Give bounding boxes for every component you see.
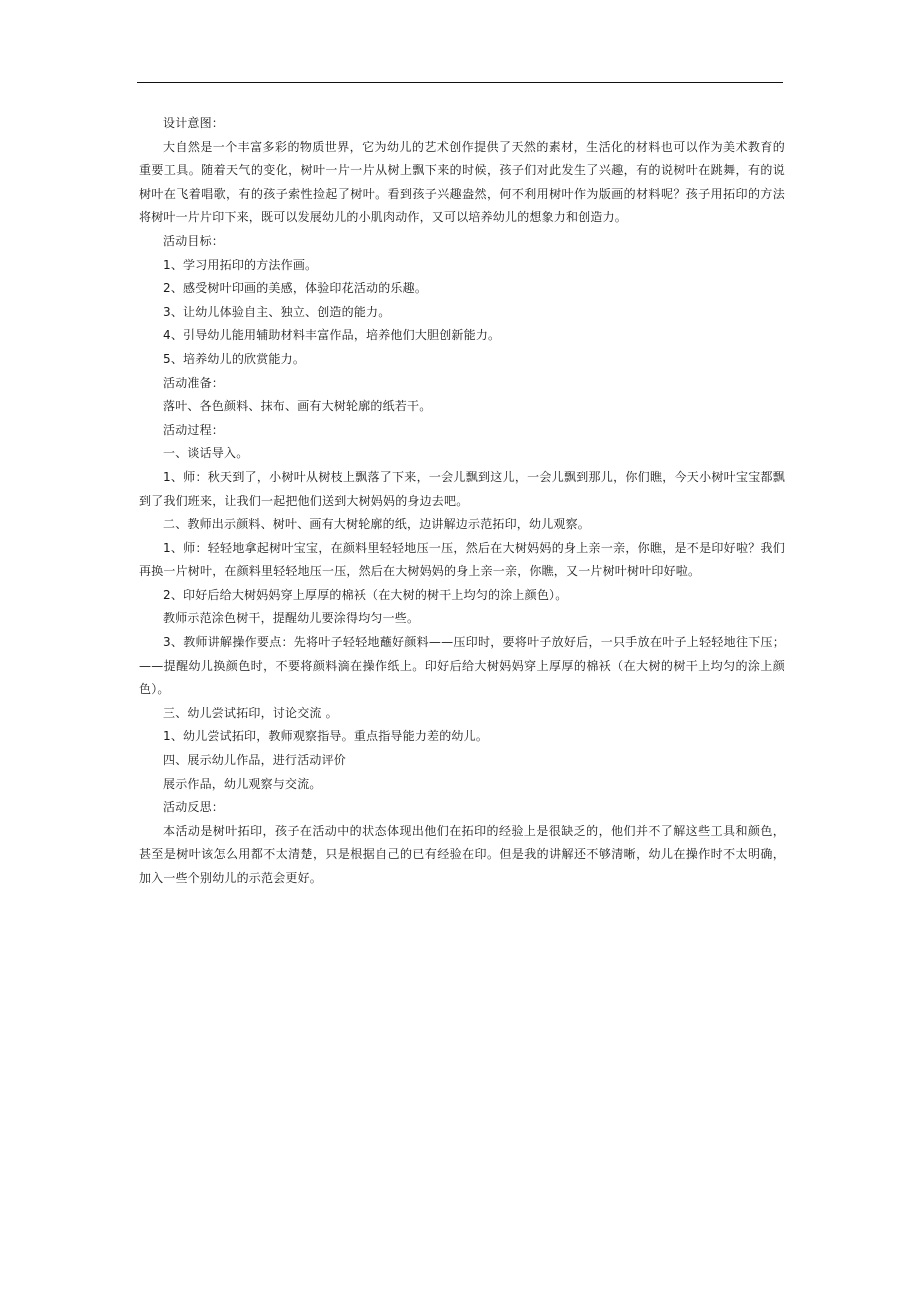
paragraph-design-intent: 大自然是一个丰富多彩的物质世界，它为幼儿的艺术创作提供了天然的素材，生活化的材料也可以作为美术教育的重要工具。随着天气的变化，树叶一片一片从树上飘下来的时候，孩子们对此发生了兴趣，有的说树叶在跳舞，有的说树叶在飞着唱歌，有的孩子索性捡起了树叶。看到孩子兴趣盎然，何不利用树叶作为版画的材料呢？孩子用拓印的方法将树叶一片片印下来，既可以发展幼儿的小肌肉动作，又可以培养幼儿的想象力和创造力。 bbox=[139, 139, 785, 225]
process-note: 教师示范涂色树干，提醒幼儿要涂得均匀一些。 bbox=[163, 611, 420, 626]
goal-item-3: 3、让幼儿体验自主、独立、创造的能力。 bbox=[163, 304, 391, 319]
process-note: 展示作品，幼儿观察与交流。 bbox=[163, 776, 322, 791]
process-section-3: 三、幼儿尝试拓印，讨论交流 。 bbox=[163, 705, 338, 720]
header-rule bbox=[137, 82, 783, 83]
goal-item-2: 2、感受树叶印画的美感，体验印花活动的乐趣。 bbox=[163, 281, 428, 296]
paragraph-reflection: 本活动是树叶拓印，孩子在活动中的状态体现出他们在拓印的经验上是很缺乏的，他们并不了解这些工具和颜色，甚至是树叶该怎么用都不太清楚，只是根据自己的已有经验在印。但是我的讲解还不够清晰，幼儿在操作时不太明确，加入一些个别幼儿的示范会更好。 bbox=[139, 823, 785, 885]
heading-activity-process: 活动过程： bbox=[163, 422, 225, 437]
heading-activity-goals: 活动目标： bbox=[163, 233, 225, 248]
heading-reflection: 活动反思： bbox=[163, 800, 225, 815]
goal-item-5: 5、培养幼儿的欣赏能力。 bbox=[163, 351, 306, 366]
goal-item-1: 1、学习用拓印的方法作画。 bbox=[163, 257, 318, 272]
process-section-2: 二、教师出示颜料、树叶、画有大树轮廓的纸，边讲解边示范拓印，幼儿观察。 bbox=[163, 517, 591, 532]
process-section-4: 四、展示幼儿作品，进行活动评价 bbox=[163, 753, 347, 768]
document-body bbox=[139, 112, 785, 891]
heading-activity-prep: 活动准备： bbox=[163, 375, 225, 390]
process-step: 2、印好后给大树妈妈穿上厚厚的棉袄（在大树的树干上均匀的涂上颜色）。 bbox=[163, 587, 568, 602]
process-step: 1、师：轻轻地拿起树叶宝宝，在颜料里轻轻地压一压，然后在大树妈妈的身上亲一亲，你瞧，是不是印好啦？我们再换一片树叶，在颜料里轻轻地压一压，然后在大树妈妈的身上亲一亲，你瞧，又一片树叶树叶印好啦。 bbox=[139, 540, 785, 579]
heading-design-intent: 设计意图： bbox=[163, 116, 225, 130]
process-step: 1、师：秋天到了，小树叶从树枝上飘落了下来，一会儿飘到这儿，一会儿飘到那儿，你们瞧，今天小树叶宝宝都飘到了我们班来，让我们一起把他们送到大树妈妈的身边去吧。 bbox=[139, 469, 785, 508]
process-section-1: 一、谈话导入。 bbox=[163, 446, 249, 461]
paragraph-activity-prep: 落叶、各色颜料、抹布、画有大树轮廓的纸若干。 bbox=[163, 399, 432, 414]
goal-item-4: 4、引导幼儿能用辅助材料丰富作品，培养他们大胆创新能力。 bbox=[163, 328, 501, 343]
process-step: 3、教师讲解操作要点：先将叶子轻轻地蘸好颜料——压印时，要将叶子放好后，一只手放在叶子上轻轻地往下压；——提醒幼儿换颜色时，不要将颜料滴在操作纸上。印好后给大树妈妈穿上厚厚的棉袄（在大树的树干上均匀的涂上颜色）。 bbox=[139, 635, 785, 697]
process-step: 1、幼儿尝试拓印，教师观察指导。重点指导能力差的幼儿。 bbox=[163, 729, 489, 744]
